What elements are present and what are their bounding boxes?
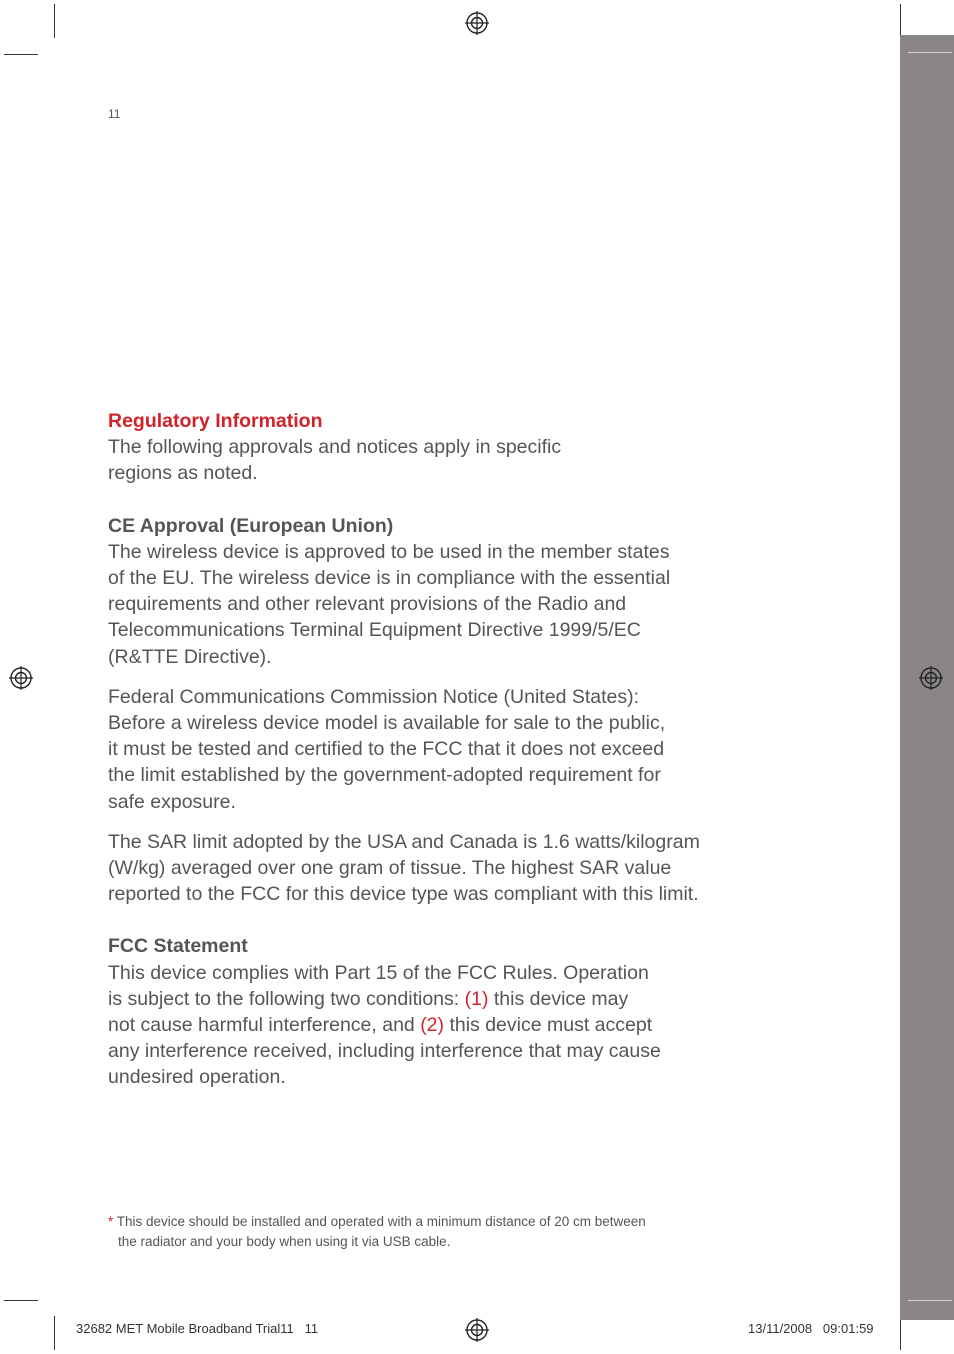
crop-mark-top-left-v [54,4,55,38]
ce-line: (R&TTE Directive). [108,645,272,668]
crop-mark-bottom-left-h [4,1300,38,1301]
ce-line: of the EU. The wireless device is in compliance with the essential [108,567,671,590]
sar-line: (W/kg) averaged over one gram of tissue. The highest SAR value [108,857,672,880]
side-bar-rule-top [908,52,952,53]
ce-heading: CE Approval (European Union) [108,514,394,537]
section-sar [108,829,728,908]
regulatory-line: regions as noted. [108,462,258,485]
sar-line: reported to the FCC for this device type was compliant with this limit. [108,883,699,906]
ce-line: Telecommunications Terminal Equipment Directive 1999/5/EC [108,619,641,642]
footnote-line [108,1212,708,1232]
fcc-notice-line: it must be tested and certified to the FCC that it does not exceed [108,738,665,761]
fcc-statement-line [108,1012,728,1038]
section-fcc-notice [108,684,728,815]
fcc-statement-line: any interference received, including interference that may cause [108,1040,661,1063]
fcc-statement-text: not cause harmful interference, and [108,1014,421,1037]
section-fcc-statement [108,933,728,1090]
section-ce-approval [108,513,728,670]
ce-line: requirements and other relevant provisions of the Radio and [108,593,627,616]
registration-mark-top-icon [465,11,489,35]
fcc-statement-line: This device complies with Part 15 of the FCC Rules. Operation [108,961,649,984]
registration-mark-left-icon [9,666,33,690]
fcc-notice-line: Federal Communications Commission Notice (United States): [108,685,640,708]
condition-2-marker: (2) [420,1014,445,1037]
footnote-text: This device should be installed and operated with a minimum distance of 20 cm between [113,1214,646,1229]
ce-line: The wireless device is approved to be used in the member states [108,540,670,563]
side-bar-rule-bottom [908,1300,952,1301]
fcc-statement-text: is subject to the following two conditions: [108,987,465,1010]
condition-1-marker: (1) [464,987,489,1010]
fcc-statement-line [108,986,728,1012]
footnote-line: the radiator and your body when using it via USB cable. [118,1233,451,1249]
registration-mark-right-icon [919,666,943,690]
sar-line: The SAR limit adopted by the USA and Canada is 1.6 watts/kilogram [108,830,700,853]
page-number: 11 [108,107,121,121]
fcc-notice-line: the limit established by the government-adopted requirement for [108,764,661,787]
fcc-statement-text: this device must accept [444,1014,653,1037]
fcc-notice-line: Before a wireless device model is available for sale to the public, [108,712,666,735]
crop-mark-top-right-v [900,4,901,38]
fcc-statement-line: undesired operation. [108,1066,286,1089]
print-slug-file: 32682 MET Mobile Broadband Trial11 11 [76,1321,319,1336]
footnote-marker: * [108,1214,114,1229]
regulatory-heading: Regulatory Information [108,410,323,432]
print-slug-timestamp: 13/11/2008 09:01:59 [748,1321,874,1336]
crop-mark-top-left-h [4,54,38,55]
section-regulatory [108,408,728,487]
fcc-statement-heading: FCC Statement [108,935,248,958]
footnote [108,1212,708,1251]
crop-mark-bottom-left-v [54,1316,55,1350]
fcc-statement-text: this device may [488,987,629,1010]
content-column [108,408,728,1091]
fcc-notice-line: safe exposure. [108,790,236,813]
crop-mark-bottom-right-v [900,1316,901,1350]
regulatory-line: The following approvals and notices apply in specific [108,436,562,459]
registration-mark-bottom-icon [465,1318,489,1342]
